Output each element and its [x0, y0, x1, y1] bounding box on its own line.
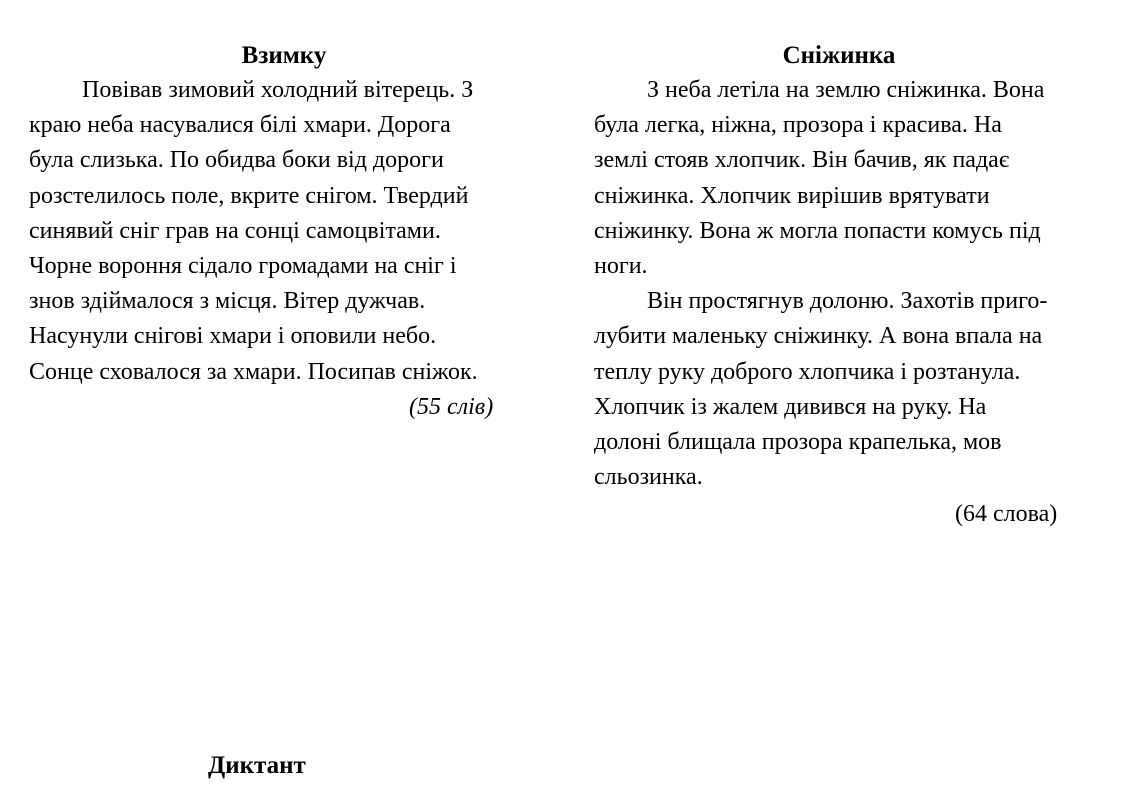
word-count-row [594, 497, 1104, 532]
text-line: сніжинку. Вона ж могла попасти комусь під [594, 217, 1041, 244]
section-heading-dyktant: Диктант [208, 752, 306, 779]
text-line: синявий сніг грав на сонці самоцвітами. [29, 217, 441, 244]
text-line: Чорне вороння сідало громадами на сніг і [29, 252, 457, 279]
word-count-row [29, 390, 539, 425]
text-line: лубити маленьку сніжинку. А вона впала на [594, 323, 1043, 350]
text-line: землі стояв хлопчик. Він бачив, як падає [594, 147, 1010, 174]
text-line: знов здіймалося з місця. Вітер дужчав. [29, 288, 426, 315]
dictation-snizhynka [594, 38, 1104, 532]
text-line: краю неба насувалися білі хмари. Дорога [29, 112, 451, 139]
dictation-title: Взимку [241, 42, 327, 69]
dictation-vzymku [29, 38, 539, 425]
text-line: Сонце сховалося за хмари. Посипав сніжок. [29, 358, 478, 385]
text-line: теплу руку доброго хлопчика і розтанула. [594, 358, 1021, 385]
word-count: (64 слова) [955, 501, 1058, 528]
text-line: розстелилось поле, вкрите снігом. Твердий [29, 182, 469, 209]
text-line: Повівав зимовий холодний вітерець. З [82, 77, 474, 103]
text-line: Хлопчик із жалем дивився на руку. На [594, 393, 987, 420]
text-line: Насунули снігові хмари і оповили небо. [29, 323, 437, 350]
text-line: долоні блищала прозора крапелька, мов [594, 428, 1002, 455]
text-line: ноги. [594, 252, 648, 279]
text-line: сльозинка. [594, 464, 703, 491]
text-line: була слизька. По обидва боки від дороги [29, 147, 444, 174]
dictation-title: Сніжинка [782, 42, 896, 69]
word-count: (55 слів) [409, 393, 494, 420]
text-line: була легка, ніжна, прозора і красива. На [594, 112, 1002, 139]
text-line: сніжинка. Хлопчик вирішив врятувати [594, 182, 990, 209]
text-line: З неба летіла на землю сніжинка. Вона [647, 77, 1045, 103]
text-line: Він простягнув долоню. Захотів приго- [647, 288, 1048, 315]
